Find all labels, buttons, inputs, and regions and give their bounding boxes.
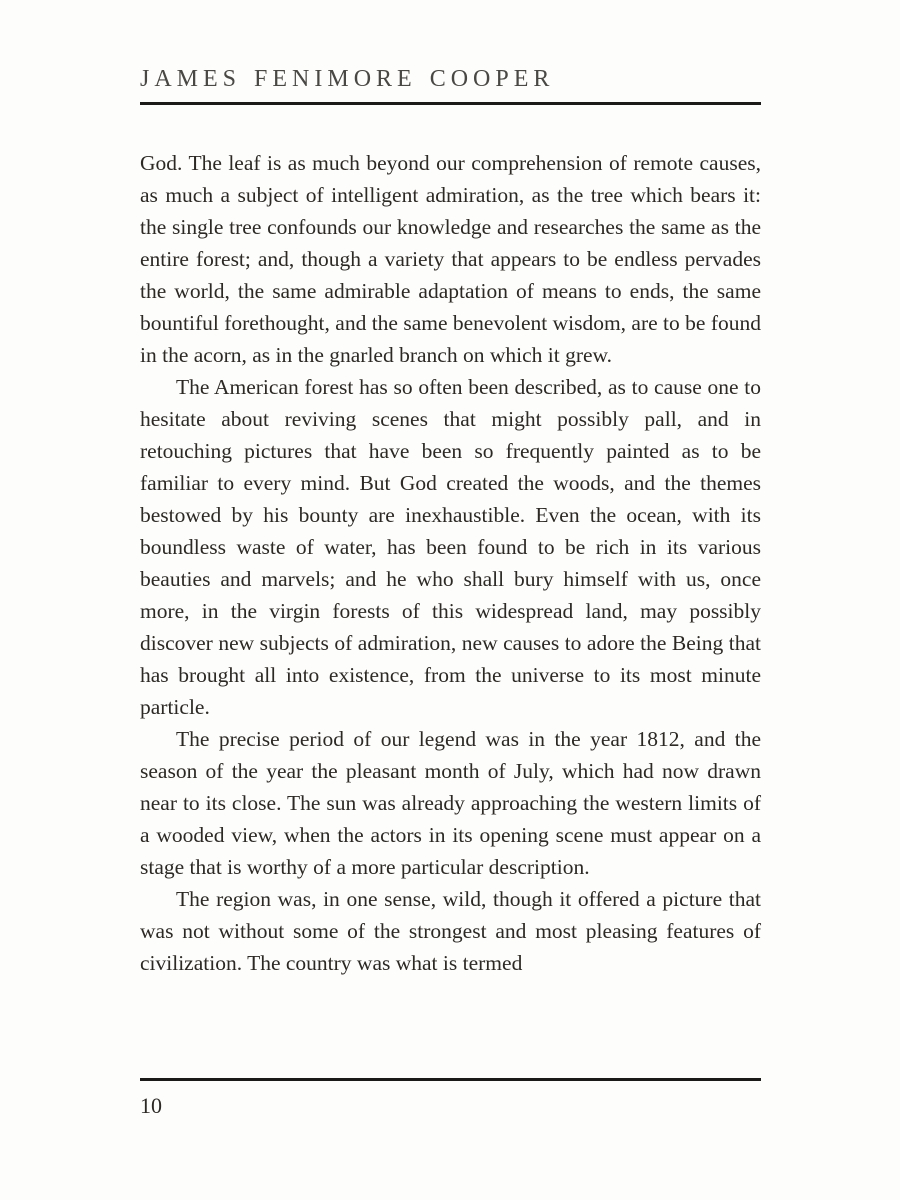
body-paragraph: The precise period of our legend was in the year 1812, and the season of the year the pleasant month of July, which had now drawn near to its close. The sun was already approaching the western limits of a wooded view, when the actors in its opening scene must appear on a stage that is worthy of a more particular description. [140, 727, 761, 879]
running-header: JAMES FENIMORE COOPER [140, 66, 761, 105]
body-paragraph: The region was, in one sense, wild, though it offered a picture that was not without some of the strongest and most pleasing features of civilization. The country was what is termed [140, 887, 761, 975]
page-content [140, 66, 761, 979]
body-paragraph: God. The leaf is as much beyond our comprehension of remote causes, as much a subject of intelligent admiration, as the tree which bears it: the single tree confounds our knowledge and researches the same as the entire forest; and, though a variety that appears to be endless pervades the world, the same admirable adaptation of means to ends, the same bountiful forethought, and the same benevolent wisdom, are to be found in the acorn, as in the gnarled branch on which it grew. [140, 151, 761, 367]
page-footer [140, 1078, 761, 1119]
body-text-block [140, 147, 761, 979]
page-number: 10 [140, 1093, 162, 1118]
footer-rule [140, 1078, 761, 1081]
body-paragraph: The American forest has so often been described, as to cause one to hesitate about reviving scenes that might possibly pall, and in retouching pictures that have been so frequently painted as to be familiar to every mind. But God created the woods, and the themes bestowed by his bounty are inexhaustible. Even the ocean, with its boundless waste of water, has been found to be rich in its various beauties and marvels; and he who shall bury himself with us, once more, in the virgin forests of this widespread land, may possibly discover new subjects of admiration, new causes to adore the Being that has brought all into existence, from the universe to its most minute particle. [140, 375, 761, 719]
